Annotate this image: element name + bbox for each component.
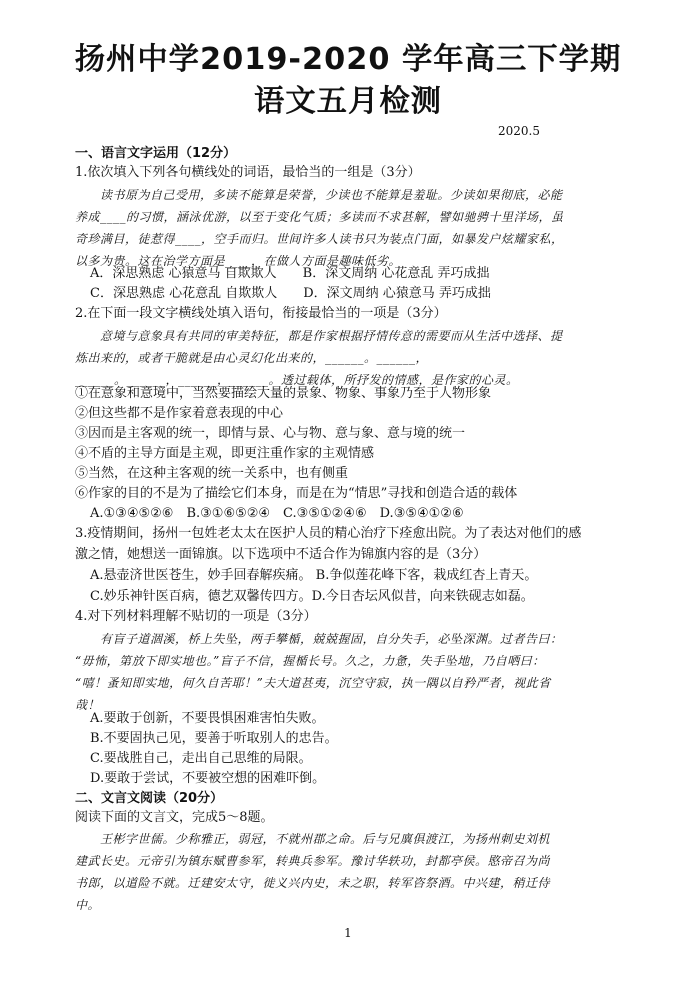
q2-sentence: ⑤当然，在这种主客观的统一关系中，也有侧重: [75, 466, 349, 481]
question-1: 1.依次填入下列各句横线处的词语，最恰当的一组是（3分）: [75, 165, 421, 180]
q2-sentence: ③因而是主客观的统一，即情与景、心与物、意与象、意与境的统一: [75, 426, 466, 441]
q2-sentence: ④不盾的主导方面是主观，即更注重作家的主观情感: [75, 446, 375, 461]
doc-title-line1: 扬州中学2019-2020 学年高三下学期: [74, 42, 622, 77]
q4-option-c: C.要战胜自己，走出自己思维的局限。: [90, 751, 312, 766]
q4-passage-line: 哉！: [75, 698, 101, 712]
question-4: 4.对下列材料理解不贴切的一项是（3分）: [75, 609, 317, 624]
q1-passage-line: 奇珍满目，徒惹得____，空手而归。世间许多人读书只为装点门面，如暴发户炫耀家私，: [75, 232, 564, 246]
classical-passage-line: 建武长史。元帝引为镇东赋曹参军，转典兵参军。豫讨华轶功，封都亭侯。愍帝召为尚: [75, 854, 551, 868]
q1-passage-line: 以多为贵。这在治学方面是____，在做人方面是趣味低劣。: [75, 254, 402, 268]
q4-passage-line: 有盲子道涸溪，桥上失坠，两手攀楯，兢兢握固，自分失手，必坠深渊。过者告曰：: [100, 632, 563, 646]
q1-passage-line: 养成____的习惯，涵泳优游，以至于变化气质；多读而不求甚解，譬如驰骋十里洋场，虽: [75, 210, 564, 224]
q4-option-d: D.要敢于尝试，不要被空想的困难吓倒。: [90, 771, 326, 786]
q4-option-a: A.要敢于创新，不要畏惧困难害怕失败。: [90, 711, 325, 726]
q2-sentence: ①在意象和意境中，当然要描绘大量的景象、物象、事象乃至于人物形象: [75, 386, 492, 401]
page-number: 1: [344, 926, 352, 940]
q2-sentence: ⑥作家的目的不是为了描绘它们本身，而是在为“情思”寻找和创造合适的载体: [75, 486, 518, 501]
doc-date: 2020.5: [498, 124, 540, 138]
q2-passage-line: 炼出来的，或者干脆就是由心灵幻化出来的，______。______，: [75, 351, 429, 365]
section-heading-1: 一、语言文字运用（12分）: [75, 146, 237, 161]
q2-passage-line: ______。______，______，______。透过载体，所抒发的情感，是作家的心灵。: [75, 373, 519, 387]
q4-passage-line: “嘻！蚤知即实地，何久自苦耶！”夫大道甚夷，沉空守寂，执一隅以自矜严者，视此省: [75, 676, 551, 690]
q1-options: C．深思熟虑 心花意乱 自欺欺人 D．深文周纳 心猿意马 弄巧成拙: [90, 286, 491, 301]
q1-passage-line: 读书原为自己受用，多读不能算是荣誉，少读也不能算是羞耻。少读如果彻底，必能: [100, 188, 563, 202]
q4-option-b: B.不要固执己见，要善于听取别人的忠告。: [90, 731, 338, 746]
question-3: 3.疫情期间，扬州一包姓老太太在医护人员的精心治疗下痊愈出院。为了表达对他们的感: [75, 526, 582, 541]
q1-options: A．深思熟虑 心猿意马 自欺欺人 B．深文周纳 心花意乱 弄巧成拙: [90, 266, 490, 281]
question-3-cont: 激之情，她想送一面锦旗。以下选项中不适合作为锦旗内容的是（3分）: [75, 547, 487, 562]
q4-passage-line: “毋怖，第放下即实地也。”盲子不信，握楯长号。久之，力惫，失手坠地，乃自哂曰：: [75, 654, 545, 668]
q3-options: C.妙乐神针医百病，德艺双馨传四方。D.今日杏坛风似昔，向来铁砚志如磊。: [90, 589, 534, 604]
question-2: 2.在下面一段文字横线处填入语句，衔接最恰当的一项是（3分）: [75, 306, 447, 321]
q3-options: A.悬壶济世医苍生，妙手回春解疾痛。 B.争似莲花峰下客，栽成红杏上青天。: [90, 568, 538, 583]
reading-instruction: 阅读下面的文言文，完成5～8题。: [75, 810, 274, 825]
q2-sentence: ②但这些都不是作家着意表现的中心: [75, 406, 284, 421]
q2-options: A.①③④⑤②⑥ B.③①⑥⑤②④ C.③⑤①②④⑥ D.③⑤④①②⑥: [90, 506, 464, 521]
doc-title-line2: 语文五月检测: [254, 84, 442, 119]
classical-passage-line: 王彬字世儒。少称雅正，弱冠，不就州郡之命。后与兄廙俱渡江，为扬州刺史刘机: [100, 832, 551, 846]
section-heading-2: 二、文言文阅读（20分）: [75, 791, 224, 806]
classical-passage-line: 书郎，以道险不就。迁建安太守，徙义兴内史，未之职，转军咨祭酒。中兴建，稍迁侍: [75, 876, 551, 890]
classical-passage-line: 中。: [75, 898, 101, 912]
q2-passage-line: 意境与意象具有共同的审美特征，都是作家根据抒情传意的需要而从生活中选择、提: [100, 329, 563, 343]
